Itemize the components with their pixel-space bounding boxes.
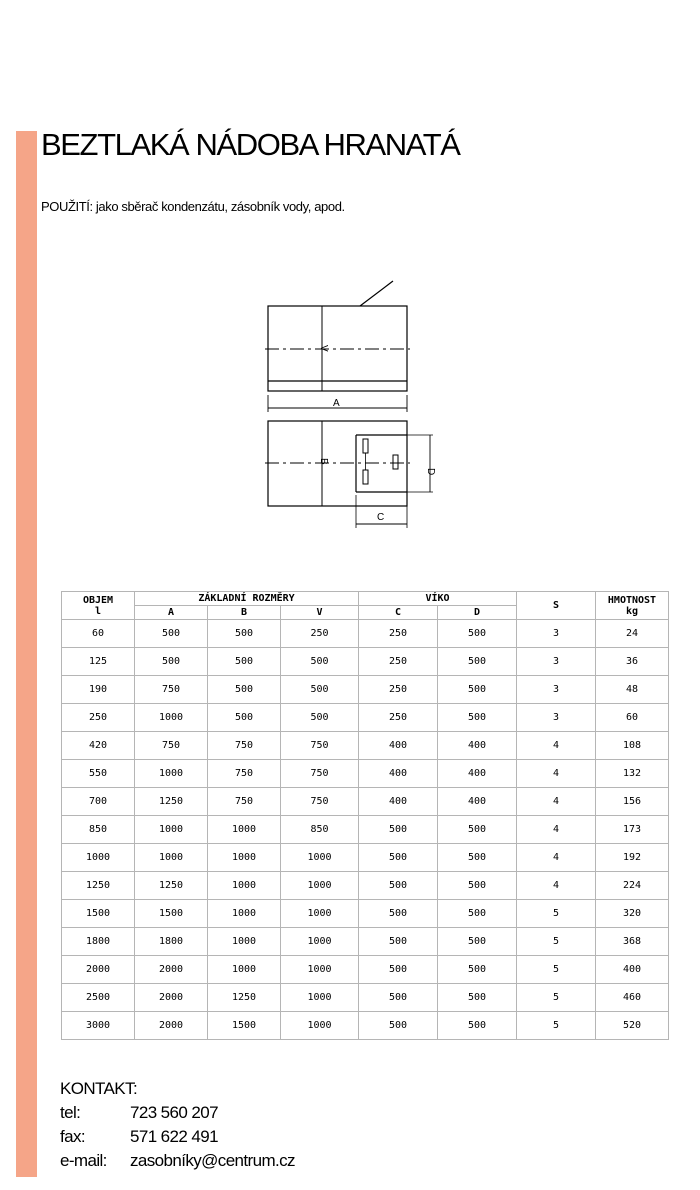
- table-cell: 500: [208, 620, 281, 648]
- contact-heading: KONTAKT:: [60, 1079, 138, 1098]
- table-cell: 192: [596, 844, 669, 872]
- table-cell: 5: [517, 1012, 596, 1040]
- table-cell: 750: [208, 732, 281, 760]
- table-cell: 750: [281, 760, 359, 788]
- table-cell: 1000: [135, 844, 208, 872]
- table-cell: 400: [438, 788, 517, 816]
- table-cell: 250: [359, 704, 438, 732]
- table-cell: 3: [517, 620, 596, 648]
- table-cell: 250: [359, 676, 438, 704]
- table-cell: 4: [517, 872, 596, 900]
- table-cell: 1000: [281, 872, 359, 900]
- table-cell: 1000: [281, 844, 359, 872]
- table-cell: 320: [596, 900, 669, 928]
- table-cell: 500: [438, 620, 517, 648]
- table-cell: 750: [281, 732, 359, 760]
- table-cell: 368: [596, 928, 669, 956]
- table-cell: 400: [438, 732, 517, 760]
- table-cell: 156: [596, 788, 669, 816]
- table-cell: 1000: [135, 704, 208, 732]
- email-value: zasobníky@centrum.cz: [130, 1151, 295, 1170]
- table-cell: 1500: [208, 1012, 281, 1040]
- table-cell: 500: [438, 844, 517, 872]
- table-cell: 190: [62, 676, 135, 704]
- table-cell: 1000: [62, 844, 135, 872]
- table-cell: 500: [438, 956, 517, 984]
- table-cell: 400: [438, 760, 517, 788]
- table-cell: 500: [359, 900, 438, 928]
- header-objem: [62, 592, 135, 620]
- label-b: B: [318, 458, 329, 465]
- table-cell: 1000: [208, 844, 281, 872]
- table-row: [62, 676, 669, 704]
- table-cell: 500: [281, 676, 359, 704]
- table-cell: 132: [596, 760, 669, 788]
- table-row: [62, 620, 669, 648]
- technical-drawing: [255, 275, 445, 535]
- table-cell: 1000: [208, 928, 281, 956]
- table-row: [62, 732, 669, 760]
- table-cell: 850: [281, 816, 359, 844]
- table-row: [62, 648, 669, 676]
- table-cell: 48: [596, 676, 669, 704]
- email-label: e-mail:: [60, 1151, 107, 1170]
- header-b: B: [208, 606, 281, 620]
- table-cell: 1000: [281, 928, 359, 956]
- table-cell: 500: [359, 1012, 438, 1040]
- table-row: [62, 816, 669, 844]
- table-cell: 250: [281, 620, 359, 648]
- contact-tel-row: [60, 1101, 295, 1125]
- table-cell: 4: [517, 760, 596, 788]
- table-cell: 500: [438, 900, 517, 928]
- table-cell: 400: [359, 732, 438, 760]
- table-cell: 108: [596, 732, 669, 760]
- table-cell: 500: [359, 872, 438, 900]
- table-cell: 1500: [135, 900, 208, 928]
- table-cell: 400: [359, 788, 438, 816]
- table-body: [62, 620, 669, 1040]
- table-cell: 500: [281, 704, 359, 732]
- header-a: A: [135, 606, 208, 620]
- table-cell: 250: [359, 620, 438, 648]
- table-cell: 3: [517, 704, 596, 732]
- table-cell: 1000: [135, 760, 208, 788]
- table-cell: 500: [438, 676, 517, 704]
- header-hmotnost: [596, 592, 669, 620]
- label-c: C: [377, 512, 385, 523]
- label-v: V: [318, 345, 329, 352]
- table-cell: 2000: [135, 956, 208, 984]
- tel-label: tel:: [60, 1103, 81, 1122]
- table-cell: 500: [208, 704, 281, 732]
- table-cell: 850: [62, 816, 135, 844]
- table-cell: 750: [281, 788, 359, 816]
- label-a: A: [333, 398, 340, 409]
- table-cell: 750: [135, 676, 208, 704]
- table-cell: 2000: [135, 1012, 208, 1040]
- table-cell: 500: [438, 872, 517, 900]
- table-cell: 1250: [62, 872, 135, 900]
- table-cell: 3: [517, 648, 596, 676]
- table-cell: 700: [62, 788, 135, 816]
- header-s: S: [517, 592, 596, 620]
- table-cell: 1000: [281, 1012, 359, 1040]
- table-row: [62, 760, 669, 788]
- table-cell: 500: [135, 620, 208, 648]
- table-cell: 1000: [208, 816, 281, 844]
- table-cell: 500: [359, 844, 438, 872]
- table-cell: 4: [517, 732, 596, 760]
- table-cell: 24: [596, 620, 669, 648]
- table-cell: 1000: [208, 872, 281, 900]
- table-cell: 500: [359, 956, 438, 984]
- table-cell: 1000: [281, 900, 359, 928]
- table-cell: 1800: [62, 928, 135, 956]
- table-cell: 1000: [281, 956, 359, 984]
- table-cell: 4: [517, 788, 596, 816]
- table-cell: 60: [596, 704, 669, 732]
- table-row: [62, 872, 669, 900]
- header-c: C: [359, 606, 438, 620]
- table-cell: 750: [208, 760, 281, 788]
- table-cell: 460: [596, 984, 669, 1012]
- table-cell: 1000: [135, 816, 208, 844]
- table-cell: 4: [517, 844, 596, 872]
- table-cell: 2000: [62, 956, 135, 984]
- table-cell: 36: [596, 648, 669, 676]
- table-cell: 750: [135, 732, 208, 760]
- header-objem-unit: l: [94, 605, 102, 617]
- header-hmotnost-label: HMOTNOST: [607, 594, 657, 606]
- top-view-outline: [268, 421, 407, 506]
- side-accent-bar: [16, 131, 37, 1177]
- table-cell: 500: [359, 984, 438, 1012]
- table-cell: 5: [517, 984, 596, 1012]
- table-cell: 500: [208, 676, 281, 704]
- table-cell: 2000: [135, 984, 208, 1012]
- contact-fax-row: [60, 1125, 295, 1149]
- table-cell: 500: [438, 648, 517, 676]
- table-cell: 3000: [62, 1012, 135, 1040]
- spec-table: [61, 591, 669, 1040]
- front-view-outline: [268, 306, 407, 391]
- table-cell: 420: [62, 732, 135, 760]
- table-cell: 4: [517, 816, 596, 844]
- table-row: [62, 928, 669, 956]
- table-cell: 1800: [135, 928, 208, 956]
- header-objem-label: OBJEM: [82, 594, 114, 606]
- table-row: [62, 1012, 669, 1040]
- table-cell: 1250: [208, 984, 281, 1012]
- page-title: BEZTLAKÁ NÁDOBA HRANATÁ: [41, 127, 460, 162]
- table-cell: 520: [596, 1012, 669, 1040]
- header-viko: VÍKO: [359, 592, 517, 606]
- header-zakladni-rozmery: ZÁKLADNÍ ROZMĚRY: [135, 592, 359, 606]
- table-cell: 1250: [135, 788, 208, 816]
- usage-text: POUŽITÍ: jako sběrač kondenzátu, zásobník vody, apod.: [41, 199, 345, 214]
- table-cell: 500: [438, 984, 517, 1012]
- table-row: [62, 984, 669, 1012]
- table-cell: 500: [359, 928, 438, 956]
- table-cell: 2500: [62, 984, 135, 1012]
- table-cell: 5: [517, 956, 596, 984]
- table-cell: 500: [281, 648, 359, 676]
- table-cell: 125: [62, 648, 135, 676]
- table-cell: 1000: [208, 956, 281, 984]
- table-row: [62, 900, 669, 928]
- table-cell: 250: [359, 648, 438, 676]
- table-cell: 500: [135, 648, 208, 676]
- table-cell: 5: [517, 900, 596, 928]
- table-cell: 60: [62, 620, 135, 648]
- header-v: V: [281, 606, 359, 620]
- table-row: [62, 844, 669, 872]
- tel-value: 723 560 207: [130, 1103, 218, 1122]
- table-row: [62, 704, 669, 732]
- table-cell: 500: [438, 1012, 517, 1040]
- table-cell: 550: [62, 760, 135, 788]
- table-cell: 3: [517, 676, 596, 704]
- table-cell: 224: [596, 872, 669, 900]
- table-cell: 500: [438, 704, 517, 732]
- fax-label: fax:: [60, 1127, 86, 1146]
- table-cell: 500: [438, 816, 517, 844]
- table-cell: 1500: [62, 900, 135, 928]
- table-cell: 500: [359, 816, 438, 844]
- header-d: D: [438, 606, 517, 620]
- table-cell: 500: [438, 928, 517, 956]
- table-cell: 1000: [208, 900, 281, 928]
- table-cell: 500: [208, 648, 281, 676]
- table-cell: 750: [208, 788, 281, 816]
- table-cell: 400: [596, 956, 669, 984]
- header-hmotnost-unit: kg: [625, 605, 639, 617]
- table-cell: 173: [596, 816, 669, 844]
- table-cell: 400: [359, 760, 438, 788]
- table-row: [62, 788, 669, 816]
- table-cell: 250: [62, 704, 135, 732]
- table-row: [62, 956, 669, 984]
- fax-value: 571 622 491: [130, 1127, 218, 1146]
- contact-block: [60, 1077, 295, 1173]
- contact-email-row: [60, 1149, 295, 1173]
- table-cell: 1250: [135, 872, 208, 900]
- table-cell: 1000: [281, 984, 359, 1012]
- label-d: D: [425, 468, 436, 476]
- table-cell: 5: [517, 928, 596, 956]
